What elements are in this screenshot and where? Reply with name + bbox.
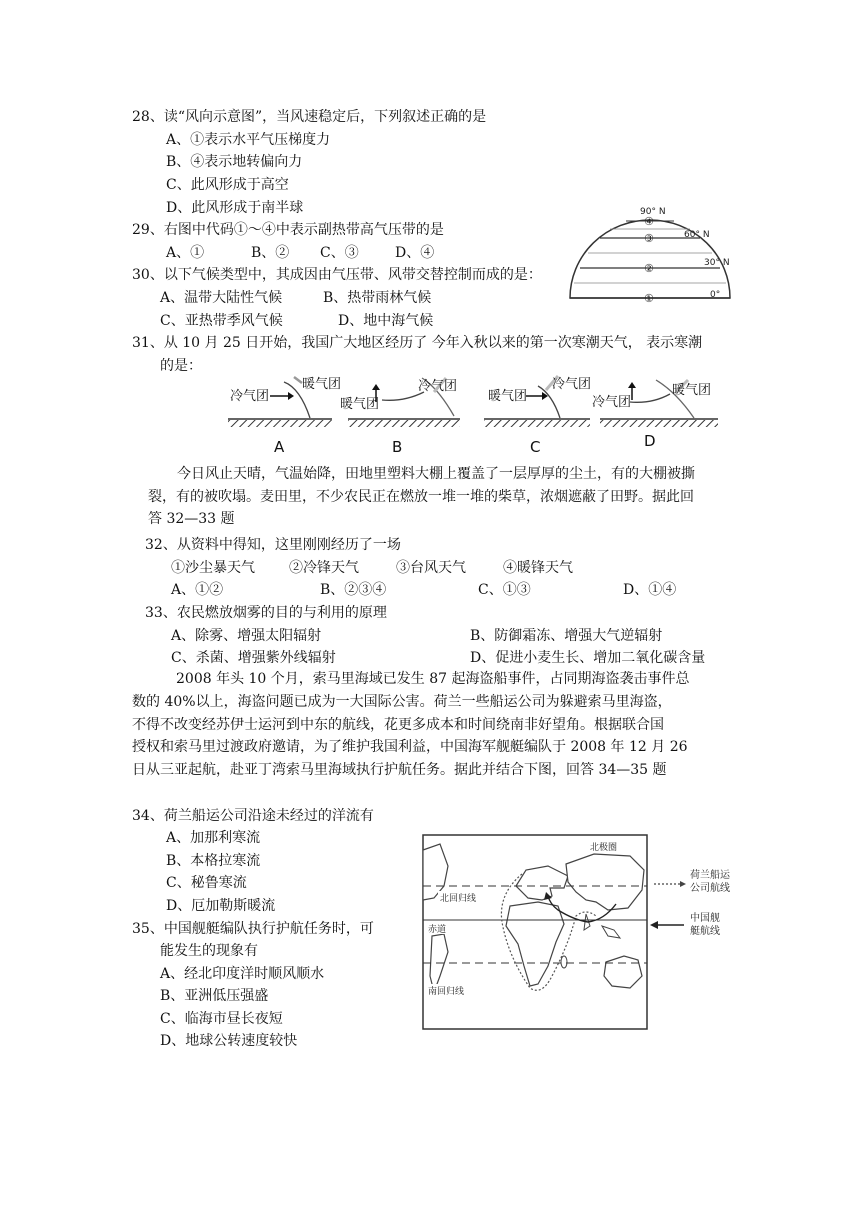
passage1-line1: 今日风止天晴，气温始降，田地里塑料大棚上覆盖了一层厚厚的尘土，有的大棚被撕 bbox=[177, 466, 695, 482]
q35-option-b: B、亚洲低压强盛 bbox=[160, 988, 269, 1004]
zone-code-2: ② bbox=[644, 262, 654, 275]
q32-item-3: ③台风天气 bbox=[396, 560, 466, 576]
zone-code-1: ① bbox=[644, 292, 654, 305]
q28-option-b: B、④表示地转偏向力 bbox=[166, 154, 303, 170]
panel-c-warm-mass: 暖气团 bbox=[488, 389, 528, 404]
panel-b-cold-mass: 冷气团 bbox=[418, 379, 458, 394]
front-diagrams bbox=[226, 372, 730, 460]
front-panel-d bbox=[592, 380, 718, 450]
q29-option-a: A、① bbox=[166, 245, 205, 261]
panel-b-label: B bbox=[392, 438, 403, 456]
panel-a-label: A bbox=[274, 438, 285, 456]
lat-label-0: 0° bbox=[710, 290, 721, 300]
q32-option-b: B、②③④ bbox=[320, 582, 387, 598]
q32-item-1: ①沙尘暴天气 bbox=[171, 560, 255, 576]
lat-label-90n: 90° N bbox=[640, 207, 666, 217]
lat-label-30n: 30° N bbox=[704, 258, 730, 268]
q33-option-b: B、防御霜冻、增强大气逆辐射 bbox=[470, 628, 663, 644]
q31-stem-line1: 31、从 10 月 25 日开始，我国广大地区经历了 今年入秋以来的第一次寒潮天气， 表示寒潮 bbox=[132, 335, 703, 351]
q32-stem: 32、从资料中得知，这里刚刚经历了一场 bbox=[145, 537, 401, 553]
q33-stem: 33、农民燃放烟雾的目的与利用的原理 bbox=[145, 605, 387, 621]
panel-c-label: C bbox=[530, 438, 541, 456]
q30-option-b: B、热带雨林气候 bbox=[323, 290, 432, 306]
q29-stem: 29、右图中代码①～④中表示副热带高气压带的是 bbox=[132, 222, 444, 238]
q32-option-c: C、①③ bbox=[478, 582, 531, 598]
map-label-tropic-capricorn: 南回归线 bbox=[428, 987, 465, 997]
q32-option-a: A、①② bbox=[171, 582, 224, 598]
q32-option-d: D、①④ bbox=[623, 582, 677, 598]
q29-option-c: C、③ bbox=[320, 245, 359, 261]
panel-c-cold-mass: 冷气团 bbox=[552, 377, 592, 392]
legend-china-line2: 艇航线 bbox=[690, 926, 720, 937]
panel-a-warm-mass: 暖气团 bbox=[302, 377, 342, 392]
panel-a-cold-mass: 冷气团 bbox=[230, 389, 270, 404]
map-label-equator: 赤道 bbox=[428, 925, 447, 935]
passage2-line5: 日从三亚起航，赴亚丁湾索马里海域执行护航任务。据此并结合下图，回答 34—35 题 bbox=[132, 762, 667, 778]
q32-item-2: ②冷锋天气 bbox=[289, 560, 359, 576]
panel-d-warm-mass: 暖气团 bbox=[672, 383, 712, 398]
legend-dutch-line2: 公司航线 bbox=[690, 883, 730, 894]
q30-option-c: C、亚热带季风气候 bbox=[160, 313, 283, 329]
route-map-figure bbox=[418, 826, 738, 1032]
q33-option-d: D、促进小麦生长、增加二氧化碳含量 bbox=[470, 650, 706, 666]
panel-d-label: D bbox=[644, 432, 656, 450]
zone-code-3: ③ bbox=[644, 232, 654, 245]
map-label-arctic-circle: 北极圈 bbox=[590, 843, 618, 853]
passage2-line4: 授权和索马里过渡政府邀请，为了维护我国利益，中国海军舰艇编队于 2008 年 12 月 26 bbox=[132, 739, 688, 755]
q33-option-c: C、杀菌、增强紫外线辐射 bbox=[171, 650, 336, 666]
q29-option-b: B、② bbox=[251, 245, 290, 261]
legend-dutch-line1: 荷兰船运 bbox=[690, 870, 730, 881]
panel-d-cold-mass: 冷气团 bbox=[592, 395, 632, 410]
zone-code-4: ④ bbox=[644, 215, 654, 228]
q28-option-c: C、此风形成于高空 bbox=[166, 177, 289, 193]
map-label-tropic-cancer: 北回归线 bbox=[440, 894, 477, 904]
passage1-line3: 答 32—33 题 bbox=[148, 511, 235, 527]
q28-option-a: A、①表示水平气压梯度力 bbox=[166, 132, 331, 148]
q32-item-4: ④暖锋天气 bbox=[503, 560, 573, 576]
q31-stem-line2: 的是： bbox=[160, 358, 202, 374]
q30-stem: 30、以下气候类型中，其成因由气压带、风带交替控制而成的是： bbox=[132, 267, 542, 283]
latitude-zone-figure bbox=[560, 205, 740, 310]
q35-option-d: D、地球公转速度较快 bbox=[160, 1033, 298, 1049]
q28-option-d: D、此风形成于南半球 bbox=[166, 200, 304, 216]
passage2-line3: 不得不改变经苏伊士运河到中东的航线，花更多成本和时间绕南非好望角。根据联合国 bbox=[132, 717, 664, 733]
q28-stem: 28、读“风向示意图”，当风速稳定后，下列叙述正确的是 bbox=[132, 109, 487, 125]
q35-stem-line2: 能发生的现象有 bbox=[160, 943, 258, 959]
q34-option-a: A、加那利寒流 bbox=[166, 830, 261, 846]
q35-stem-line1: 35、中国舰艇编队执行护航任务时，可 bbox=[132, 921, 374, 937]
q29-option-d: D、④ bbox=[395, 245, 435, 261]
q35-option-a: A、经北印度洋时顺风顺水 bbox=[160, 966, 325, 982]
front-panel-c bbox=[484, 376, 591, 456]
passage2-line2: 数的 40%以上，海盗问题已成为一大国际公害。荷兰一些船运公司为躲避索马里海盗， bbox=[132, 694, 672, 710]
legend-china-line1: 中国舰 bbox=[690, 913, 720, 924]
front-panel-a bbox=[228, 376, 341, 456]
passage2-line1: 2008 年头 10 个月，索马里海域已发生 87 起海盗船事件，占同期海盗袭击事件总 bbox=[176, 671, 690, 687]
lat-label-60n: 60° N bbox=[684, 230, 710, 240]
q34-option-c: C、秘鲁寒流 bbox=[166, 875, 247, 891]
panel-b-warm-mass: 暖气团 bbox=[340, 397, 380, 412]
passage1-line2: 裂，有的被吹塌。麦田里，不少农民正在燃放一堆一堆的柴草，浓烟遮蔽了田野。据此回 bbox=[148, 489, 694, 505]
q33-option-a: A、除雾、增强太阳辐射 bbox=[171, 628, 322, 644]
q34-stem: 34、荷兰船运公司沿途未经过的洋流有 bbox=[132, 808, 374, 824]
q34-option-d: D、厄加勒斯暖流 bbox=[166, 898, 276, 914]
front-panel-b bbox=[340, 378, 460, 456]
q34-option-b: B、本格拉寒流 bbox=[166, 853, 261, 869]
q35-option-c: C、临海市昼长夜短 bbox=[160, 1011, 283, 1027]
q30-option-a: A、温带大陆性气候 bbox=[160, 290, 283, 306]
q30-option-d: D、地中海气候 bbox=[338, 313, 434, 329]
